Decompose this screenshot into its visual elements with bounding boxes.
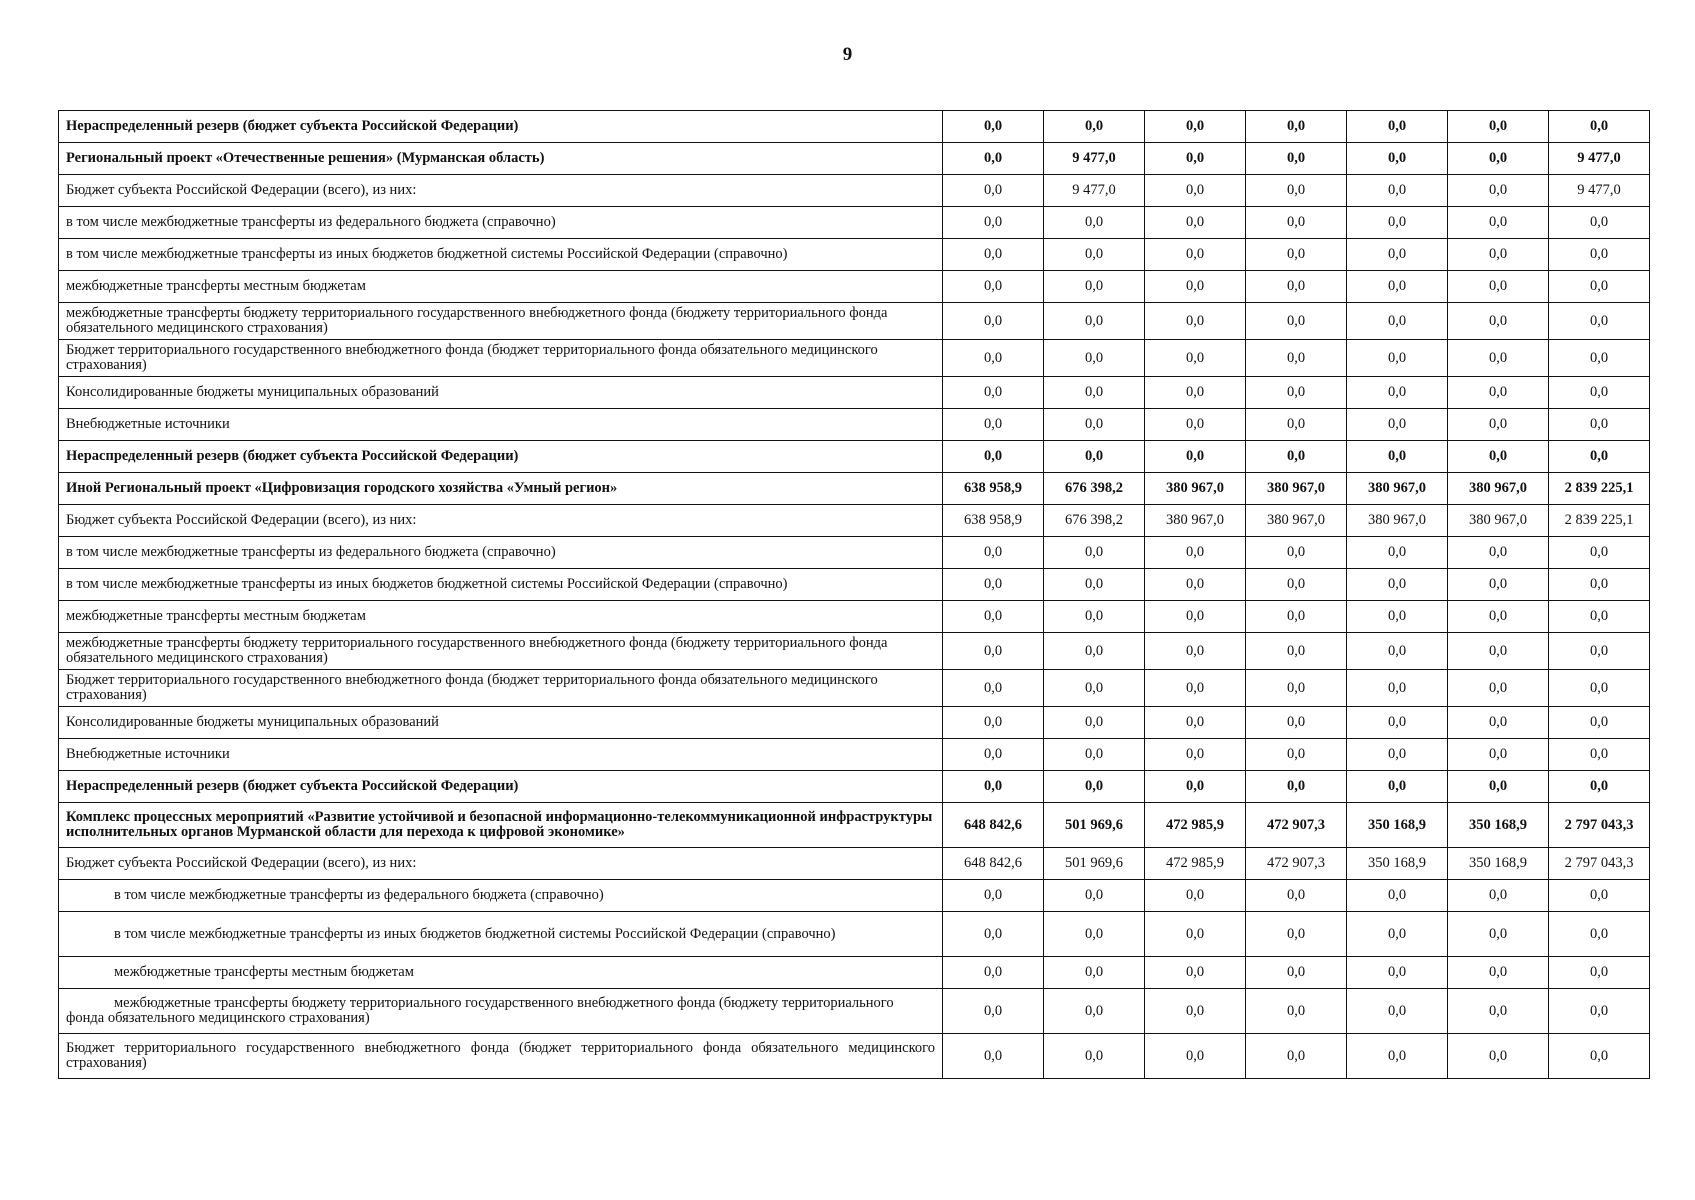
value-cell: 0,0 (943, 271, 1044, 303)
value-cell: 0,0 (1044, 739, 1145, 771)
value-cell: 0,0 (1246, 771, 1347, 803)
value-cell: 0,0 (1549, 1034, 1650, 1079)
table-row (59, 569, 1650, 601)
value-cell: 0,0 (1246, 111, 1347, 143)
table-row (59, 377, 1650, 409)
table-row (59, 670, 1650, 707)
value-cell: 0,0 (1448, 111, 1549, 143)
value-cell: 0,0 (1347, 111, 1448, 143)
value-cell: 0,0 (1347, 409, 1448, 441)
value-cell: 0,0 (943, 739, 1044, 771)
value-cell: 0,0 (943, 880, 1044, 912)
value-cell: 0,0 (1347, 707, 1448, 739)
row-label: Консолидированные бюджеты муниципальных образований (59, 377, 943, 409)
value-cell: 0,0 (1044, 409, 1145, 441)
value-cell: 380 967,0 (1246, 505, 1347, 537)
value-cell: 0,0 (1347, 1034, 1448, 1079)
value-cell: 0,0 (1044, 957, 1145, 989)
value-cell: 0,0 (1448, 771, 1549, 803)
value-cell: 501 969,6 (1044, 848, 1145, 880)
value-cell: 472 985,9 (1145, 803, 1246, 848)
table-row (59, 912, 1650, 957)
value-cell: 0,0 (1246, 175, 1347, 207)
value-cell: 0,0 (1549, 912, 1650, 957)
row-label: межбюджетные трансферты местным бюджетам (59, 271, 943, 303)
row-label: межбюджетные трансферты местным бюджетам (59, 601, 943, 633)
value-cell: 0,0 (1044, 537, 1145, 569)
row-label: межбюджетные трансферты бюджету территориального государственного внебюджетного фонда (бюджету территориального фонда обязательного медицинского страхования) (59, 633, 943, 670)
value-cell: 0,0 (1448, 989, 1549, 1034)
row-label: Бюджет субъекта Российской Федерации (всего), из них: (59, 848, 943, 880)
value-cell: 380 967,0 (1347, 505, 1448, 537)
value-cell: 0,0 (1145, 569, 1246, 601)
value-cell: 0,0 (1347, 207, 1448, 239)
value-cell: 0,0 (943, 912, 1044, 957)
value-cell: 676 398,2 (1044, 473, 1145, 505)
value-cell: 0,0 (1145, 271, 1246, 303)
table-row (59, 175, 1650, 207)
row-label: Нераспределенный резерв (бюджет субъекта Российской Федерации) (59, 771, 943, 803)
value-cell: 0,0 (1145, 143, 1246, 175)
table-row (59, 633, 1650, 670)
value-cell: 0,0 (1246, 143, 1347, 175)
value-cell: 0,0 (1044, 271, 1145, 303)
value-cell: 0,0 (1044, 912, 1145, 957)
value-cell: 0,0 (1145, 1034, 1246, 1079)
value-cell: 0,0 (943, 441, 1044, 473)
value-cell: 0,0 (1145, 912, 1246, 957)
value-cell: 0,0 (1347, 271, 1448, 303)
value-cell: 0,0 (1246, 239, 1347, 271)
value-cell: 0,0 (1246, 707, 1347, 739)
table-row (59, 207, 1650, 239)
value-cell: 0,0 (1044, 111, 1145, 143)
value-cell: 0,0 (1347, 912, 1448, 957)
value-cell: 0,0 (1549, 303, 1650, 340)
value-cell: 0,0 (1145, 175, 1246, 207)
value-cell: 380 967,0 (1145, 505, 1246, 537)
value-cell: 0,0 (1044, 239, 1145, 271)
value-cell: 0,0 (1145, 340, 1246, 377)
value-cell: 0,0 (1246, 1034, 1347, 1079)
value-cell: 0,0 (1549, 957, 1650, 989)
value-cell: 0,0 (1347, 239, 1448, 271)
value-cell: 2 797 043,3 (1549, 848, 1650, 880)
table-row (59, 303, 1650, 340)
value-cell: 0,0 (1549, 207, 1650, 239)
value-cell: 0,0 (1448, 912, 1549, 957)
value-cell: 0,0 (1448, 303, 1549, 340)
value-cell: 638 958,9 (943, 473, 1044, 505)
value-cell: 0,0 (943, 239, 1044, 271)
value-cell: 0,0 (1044, 1034, 1145, 1079)
value-cell: 0,0 (1347, 670, 1448, 707)
value-cell: 0,0 (1448, 175, 1549, 207)
value-cell: 0,0 (1044, 303, 1145, 340)
value-cell: 0,0 (1347, 633, 1448, 670)
value-cell: 0,0 (943, 207, 1044, 239)
budget-table-container (58, 110, 1650, 1079)
value-cell: 0,0 (1347, 771, 1448, 803)
value-cell: 0,0 (1145, 989, 1246, 1034)
value-cell: 0,0 (1448, 377, 1549, 409)
value-cell: 2 839 225,1 (1549, 505, 1650, 537)
value-cell: 0,0 (1448, 271, 1549, 303)
row-label: Бюджет территориального государственного внебюджетного фонда (бюджет территориального фонда обязательного медицинского страхования) (59, 670, 943, 707)
row-label: в том числе межбюджетные трансферты из федерального бюджета (справочно) (59, 207, 943, 239)
value-cell: 380 967,0 (1448, 473, 1549, 505)
value-cell: 0,0 (1347, 143, 1448, 175)
value-cell: 638 958,9 (943, 505, 1044, 537)
value-cell: 472 907,3 (1246, 803, 1347, 848)
value-cell: 472 907,3 (1246, 848, 1347, 880)
row-label: Комплекс процессных мероприятий «Развитие устойчивой и безопасной информационно-телекоммуникационной инфраструктуры исполнительных органов Мурманской области для перехода к цифровой экономике» (59, 803, 943, 848)
table-row (59, 111, 1650, 143)
value-cell: 0,0 (1347, 537, 1448, 569)
value-cell: 0,0 (943, 377, 1044, 409)
value-cell: 0,0 (1347, 175, 1448, 207)
value-cell: 0,0 (1347, 957, 1448, 989)
row-label: Нераспределенный резерв (бюджет субъекта Российской Федерации) (59, 111, 943, 143)
value-cell: 0,0 (1549, 340, 1650, 377)
row-label: Внебюджетные источники (59, 409, 943, 441)
value-cell: 0,0 (1145, 601, 1246, 633)
value-cell: 0,0 (943, 340, 1044, 377)
value-cell: 472 985,9 (1145, 848, 1246, 880)
value-cell: 0,0 (1145, 441, 1246, 473)
value-cell: 2 797 043,3 (1549, 803, 1650, 848)
value-cell: 380 967,0 (1347, 473, 1448, 505)
value-cell: 0,0 (1549, 989, 1650, 1034)
value-cell: 0,0 (1044, 771, 1145, 803)
value-cell: 0,0 (1044, 989, 1145, 1034)
value-cell: 0,0 (1549, 633, 1650, 670)
value-cell: 0,0 (1145, 739, 1246, 771)
table-row (59, 409, 1650, 441)
value-cell: 2 839 225,1 (1549, 473, 1650, 505)
page-number: 9 (842, 44, 853, 65)
row-label: Консолидированные бюджеты муниципальных образований (59, 707, 943, 739)
value-cell: 0,0 (1448, 569, 1549, 601)
value-cell: 380 967,0 (1246, 473, 1347, 505)
value-cell: 0,0 (943, 175, 1044, 207)
value-cell: 0,0 (1246, 633, 1347, 670)
value-cell: 380 967,0 (1145, 473, 1246, 505)
table-row (59, 989, 1650, 1034)
value-cell: 0,0 (1347, 303, 1448, 340)
value-cell: 0,0 (943, 989, 1044, 1034)
table-row (59, 340, 1650, 377)
row-label: Региональный проект «Отечественные решения» (Мурманская область) (59, 143, 943, 175)
value-cell: 0,0 (1448, 670, 1549, 707)
value-cell: 0,0 (1145, 207, 1246, 239)
value-cell: 0,0 (1549, 739, 1650, 771)
value-cell: 0,0 (1044, 441, 1145, 473)
value-cell: 0,0 (1347, 989, 1448, 1034)
value-cell: 0,0 (1044, 377, 1145, 409)
row-label: в том числе межбюджетные трансферты из федерального бюджета (справочно) (59, 880, 943, 912)
row-label: в том числе межбюджетные трансферты из иных бюджетов бюджетной системы Российской Федерации (справочно) (59, 912, 943, 957)
value-cell: 501 969,6 (1044, 803, 1145, 848)
value-cell: 0,0 (1246, 601, 1347, 633)
row-label: Бюджет субъекта Российской Федерации (всего), из них: (59, 175, 943, 207)
value-cell: 0,0 (943, 537, 1044, 569)
value-cell: 0,0 (1549, 670, 1650, 707)
value-cell: 0,0 (1448, 633, 1549, 670)
value-cell: 0,0 (1448, 739, 1549, 771)
row-label: межбюджетные трансферты местным бюджетам (59, 957, 943, 989)
table-row (59, 505, 1650, 537)
value-cell: 0,0 (1549, 441, 1650, 473)
value-cell: 0,0 (1145, 957, 1246, 989)
table-row (59, 441, 1650, 473)
value-cell: 0,0 (1246, 989, 1347, 1034)
value-cell: 0,0 (1145, 111, 1246, 143)
table-row (59, 473, 1650, 505)
table-row (59, 707, 1650, 739)
value-cell: 0,0 (1145, 880, 1246, 912)
value-cell: 0,0 (1448, 1034, 1549, 1079)
budget-table-body (59, 111, 1650, 1079)
value-cell: 0,0 (1347, 739, 1448, 771)
value-cell: 0,0 (1448, 207, 1549, 239)
value-cell: 9 477,0 (1044, 143, 1145, 175)
value-cell: 0,0 (1549, 707, 1650, 739)
row-label: межбюджетные трансферты бюджету территориального государственного внебюджетного фонда (бюджету территориального фонда обязательного медицинского страхования) (59, 303, 943, 340)
value-cell: 0,0 (1145, 633, 1246, 670)
table-row (59, 739, 1650, 771)
table-row (59, 803, 1650, 848)
value-cell: 0,0 (943, 633, 1044, 670)
value-cell: 0,0 (943, 409, 1044, 441)
row-label: в том числе межбюджетные трансферты из федерального бюджета (справочно) (59, 537, 943, 569)
value-cell: 0,0 (943, 771, 1044, 803)
row-label: в том числе межбюджетные трансферты из иных бюджетов бюджетной системы Российской Федерации (справочно) (59, 239, 943, 271)
row-label: Бюджет территориального государственного внебюджетного фонда (бюджет территориального фонда обязательного медицинского страхования) (59, 1034, 943, 1079)
value-cell: 0,0 (1448, 957, 1549, 989)
budget-table (58, 110, 1650, 1079)
table-row (59, 239, 1650, 271)
value-cell: 0,0 (1448, 409, 1549, 441)
value-cell: 0,0 (1448, 537, 1549, 569)
row-label: Нераспределенный резерв (бюджет субъекта Российской Федерации) (59, 441, 943, 473)
value-cell: 0,0 (1549, 537, 1650, 569)
value-cell: 0,0 (1246, 271, 1347, 303)
value-cell: 0,0 (1549, 111, 1650, 143)
value-cell: 0,0 (943, 707, 1044, 739)
value-cell: 0,0 (1246, 441, 1347, 473)
table-row (59, 957, 1650, 989)
value-cell: 0,0 (1549, 377, 1650, 409)
value-cell: 648 842,6 (943, 848, 1044, 880)
value-cell: 0,0 (943, 957, 1044, 989)
value-cell: 350 168,9 (1347, 848, 1448, 880)
value-cell: 0,0 (943, 569, 1044, 601)
table-row (59, 537, 1650, 569)
value-cell: 0,0 (1246, 303, 1347, 340)
value-cell: 0,0 (1246, 569, 1347, 601)
value-cell: 0,0 (1347, 880, 1448, 912)
value-cell: 0,0 (1044, 601, 1145, 633)
value-cell: 0,0 (1246, 957, 1347, 989)
value-cell: 648 842,6 (943, 803, 1044, 848)
value-cell: 350 168,9 (1347, 803, 1448, 848)
value-cell: 0,0 (1044, 707, 1145, 739)
value-cell: 0,0 (943, 601, 1044, 633)
value-cell: 0,0 (1145, 239, 1246, 271)
value-cell: 0,0 (1549, 569, 1650, 601)
value-cell: 0,0 (943, 303, 1044, 340)
value-cell: 0,0 (943, 670, 1044, 707)
row-label: в том числе межбюджетные трансферты из иных бюджетов бюджетной системы Российской Федерации (справочно) (59, 569, 943, 601)
value-cell: 0,0 (1549, 409, 1650, 441)
row-label: Бюджет территориального государственного внебюджетного фонда (бюджет территориального фонда обязательного медицинского страхования) (59, 340, 943, 377)
table-row (59, 880, 1650, 912)
value-cell: 0,0 (1549, 771, 1650, 803)
value-cell: 0,0 (1448, 239, 1549, 271)
value-cell: 0,0 (1448, 143, 1549, 175)
row-label: Бюджет субъекта Российской Федерации (всего), из них: (59, 505, 943, 537)
table-row (59, 1034, 1650, 1079)
row-label: Внебюджетные источники (59, 739, 943, 771)
value-cell: 0,0 (1145, 670, 1246, 707)
value-cell: 0,0 (1347, 340, 1448, 377)
value-cell: 0,0 (1145, 409, 1246, 441)
value-cell: 0,0 (1549, 271, 1650, 303)
value-cell: 0,0 (1347, 569, 1448, 601)
value-cell: 0,0 (943, 111, 1044, 143)
value-cell: 0,0 (1549, 880, 1650, 912)
value-cell: 9 477,0 (1549, 143, 1650, 175)
value-cell: 9 477,0 (1549, 175, 1650, 207)
value-cell: 0,0 (943, 143, 1044, 175)
value-cell: 0,0 (1448, 707, 1549, 739)
value-cell: 0,0 (1044, 569, 1145, 601)
value-cell: 0,0 (1145, 377, 1246, 409)
value-cell: 9 477,0 (1044, 175, 1145, 207)
value-cell: 0,0 (1246, 880, 1347, 912)
value-cell: 676 398,2 (1044, 505, 1145, 537)
value-cell: 0,0 (1448, 880, 1549, 912)
row-label: Иной Региональный проект «Цифровизация городского хозяйства «Умный регион» (59, 473, 943, 505)
value-cell: 0,0 (1246, 207, 1347, 239)
row-label: межбюджетные трансферты бюджету территориального государственного внебюджетного фонда (бюджету территориального фонда обязательного медицинского страхования) (59, 989, 943, 1034)
value-cell: 0,0 (1145, 771, 1246, 803)
value-cell: 0,0 (1145, 707, 1246, 739)
value-cell: 0,0 (1246, 409, 1347, 441)
value-cell: 0,0 (1448, 340, 1549, 377)
value-cell: 0,0 (1044, 207, 1145, 239)
value-cell: 0,0 (1246, 670, 1347, 707)
table-row (59, 601, 1650, 633)
value-cell: 0,0 (1246, 377, 1347, 409)
value-cell: 0,0 (1347, 601, 1448, 633)
value-cell: 0,0 (1347, 377, 1448, 409)
value-cell: 0,0 (1246, 739, 1347, 771)
value-cell: 0,0 (1246, 537, 1347, 569)
value-cell: 0,0 (1347, 441, 1448, 473)
table-row (59, 143, 1650, 175)
value-cell: 350 168,9 (1448, 803, 1549, 848)
value-cell: 0,0 (1448, 441, 1549, 473)
table-row (59, 848, 1650, 880)
value-cell: 0,0 (1044, 633, 1145, 670)
table-row (59, 771, 1650, 803)
value-cell: 0,0 (1448, 601, 1549, 633)
value-cell: 380 967,0 (1448, 505, 1549, 537)
value-cell: 350 168,9 (1448, 848, 1549, 880)
table-row (59, 271, 1650, 303)
value-cell: 0,0 (1549, 601, 1650, 633)
value-cell: 0,0 (1246, 912, 1347, 957)
value-cell: 0,0 (1549, 239, 1650, 271)
value-cell: 0,0 (1145, 537, 1246, 569)
value-cell: 0,0 (1145, 303, 1246, 340)
value-cell: 0,0 (1044, 340, 1145, 377)
value-cell: 0,0 (1246, 340, 1347, 377)
value-cell: 0,0 (1044, 670, 1145, 707)
value-cell: 0,0 (1044, 880, 1145, 912)
value-cell: 0,0 (943, 1034, 1044, 1079)
